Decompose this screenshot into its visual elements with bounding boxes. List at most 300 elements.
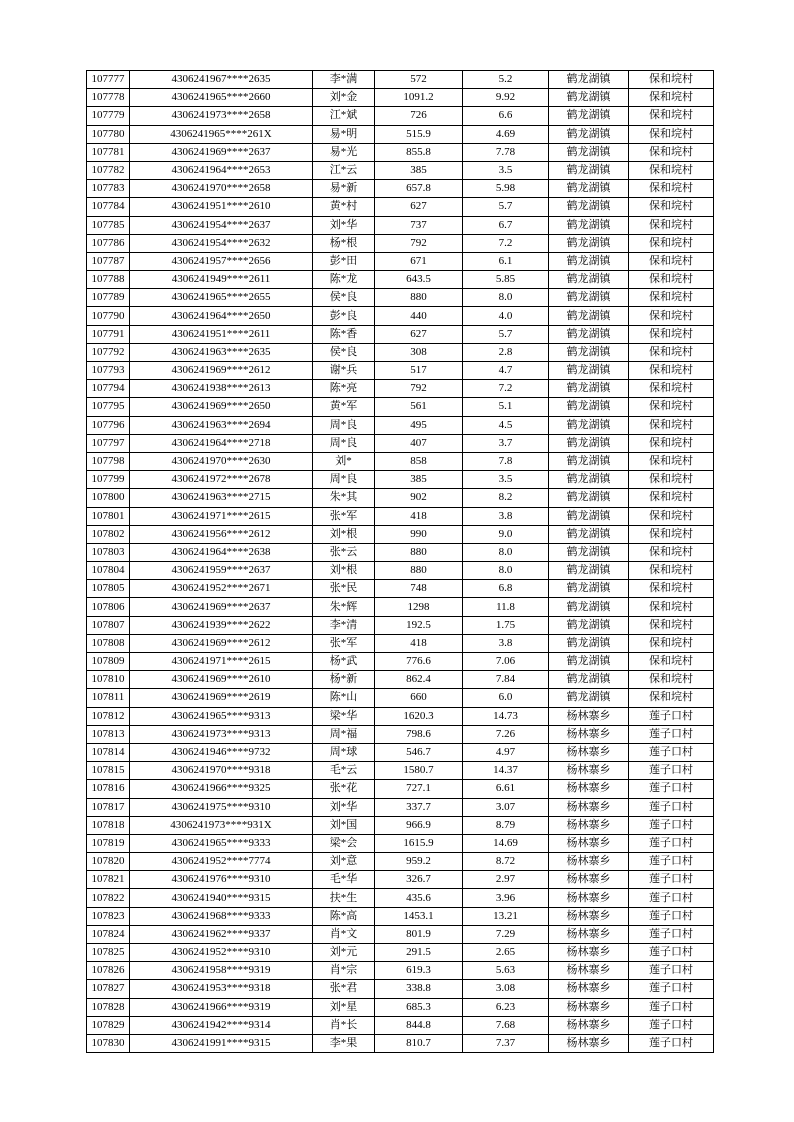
table-row [87,216,714,234]
cell-amount: 619.3 [375,962,463,980]
cell-quantity: 7.2 [463,234,549,252]
cell-village: 莲子口村 [629,871,714,889]
cell-amount: 966.9 [375,816,463,834]
cell-id-card: 4306241976****9310 [130,871,313,889]
cell-town: 杨林寨乡 [549,889,629,907]
cell-name: 张*军 [313,634,375,652]
table-row [87,489,714,507]
cell-index: 107791 [87,325,130,343]
cell-village: 保和垸村 [629,143,714,161]
table-row [87,853,714,871]
cell-village: 莲子口村 [629,925,714,943]
table-row [87,234,714,252]
cell-name: 周*福 [313,725,375,743]
cell-name: 杨*根 [313,234,375,252]
cell-index: 107818 [87,816,130,834]
cell-amount: 657.8 [375,180,463,198]
cell-index: 107803 [87,543,130,561]
cell-index: 107817 [87,798,130,816]
table-row [87,271,714,289]
cell-amount: 643.5 [375,271,463,289]
cell-id-card: 4306241952****7774 [130,853,313,871]
cell-index: 107784 [87,198,130,216]
cell-index: 107795 [87,398,130,416]
cell-id-card: 4306241958****9319 [130,962,313,980]
cell-name: 张*军 [313,507,375,525]
cell-village: 保和垸村 [629,507,714,525]
cell-name: 彭*田 [313,252,375,270]
cell-village: 莲子口村 [629,907,714,925]
cell-village: 莲子口村 [629,743,714,761]
table-row [87,743,714,761]
cell-quantity: 7.29 [463,925,549,943]
cell-id-card: 4306241972****2678 [130,471,313,489]
cell-quantity: 4.97 [463,743,549,761]
cell-town: 杨林寨乡 [549,907,629,925]
cell-id-card: 4306241963****2715 [130,489,313,507]
cell-village: 保和垸村 [629,161,714,179]
cell-town: 杨林寨乡 [549,834,629,852]
cell-index: 107829 [87,1016,130,1034]
cell-id-card: 4306241953****9318 [130,980,313,998]
cell-name: 朱*其 [313,489,375,507]
cell-amount: 792 [375,380,463,398]
table-row [87,452,714,470]
cell-name: 刘*国 [313,816,375,834]
cell-town: 鹤龙湖镇 [549,343,629,361]
cell-id-card: 4306241964****2650 [130,307,313,325]
cell-quantity: 7.26 [463,725,549,743]
cell-amount: 385 [375,471,463,489]
cell-amount: 880 [375,543,463,561]
cell-town: 鹤龙湖镇 [549,198,629,216]
cell-index: 107825 [87,944,130,962]
cell-id-card: 4306241969****2637 [130,143,313,161]
cell-amount: 627 [375,325,463,343]
cell-name: 张*花 [313,780,375,798]
cell-quantity: 14.37 [463,762,549,780]
cell-town: 鹤龙湖镇 [549,471,629,489]
cell-quantity: 3.07 [463,798,549,816]
cell-town: 鹤龙湖镇 [549,434,629,452]
table-row [87,125,714,143]
cell-town: 杨林寨乡 [549,1016,629,1034]
cell-village: 保和垸村 [629,234,714,252]
cell-amount: 1298 [375,598,463,616]
cell-village: 保和垸村 [629,634,714,652]
table-row [87,471,714,489]
records-table [86,70,714,1053]
cell-quantity: 4.7 [463,362,549,380]
table-row [87,616,714,634]
cell-town: 鹤龙湖镇 [549,525,629,543]
cell-quantity: 7.78 [463,143,549,161]
cell-town: 鹤龙湖镇 [549,125,629,143]
table-row [87,762,714,780]
cell-index: 107780 [87,125,130,143]
cell-index: 107804 [87,562,130,580]
cell-name: 陈*亮 [313,380,375,398]
cell-village: 保和垸村 [629,271,714,289]
cell-name: 肖*长 [313,1016,375,1034]
cell-index: 107801 [87,507,130,525]
cell-index: 107805 [87,580,130,598]
cell-village: 保和垸村 [629,216,714,234]
cell-amount: 671 [375,252,463,270]
cell-name: 易*新 [313,180,375,198]
table-row [87,525,714,543]
table-row [87,434,714,452]
cell-quantity: 7.06 [463,653,549,671]
table-row [87,816,714,834]
table-row [87,998,714,1016]
table-row [87,71,714,89]
cell-town: 鹤龙湖镇 [549,307,629,325]
cell-quantity: 14.73 [463,707,549,725]
cell-id-card: 4306241973****2658 [130,107,313,125]
cell-amount: 776.6 [375,653,463,671]
table-row [87,689,714,707]
cell-id-card: 4306241973****931X [130,816,313,834]
cell-quantity: 8.72 [463,853,549,871]
cell-id-card: 4306241971****2615 [130,653,313,671]
cell-name: 张*君 [313,980,375,998]
cell-village: 保和垸村 [629,71,714,89]
cell-village: 莲子口村 [629,944,714,962]
cell-name: 彭*良 [313,307,375,325]
cell-quantity: 6.23 [463,998,549,1016]
table-row [87,143,714,161]
cell-quantity: 1.75 [463,616,549,634]
cell-amount: 727.1 [375,780,463,798]
cell-id-card: 4306241969****2650 [130,398,313,416]
table-row [87,907,714,925]
cell-town: 鹤龙湖镇 [549,634,629,652]
table-row [87,707,714,725]
cell-quantity: 6.1 [463,252,549,270]
cell-index: 107827 [87,980,130,998]
cell-amount: 726 [375,107,463,125]
cell-quantity: 7.84 [463,671,549,689]
cell-name: 陈*高 [313,907,375,925]
cell-id-card: 4306241966****9319 [130,998,313,1016]
cell-town: 鹤龙湖镇 [549,580,629,598]
cell-index: 107799 [87,471,130,489]
cell-name: 李*清 [313,616,375,634]
cell-town: 鹤龙湖镇 [549,362,629,380]
cell-village: 莲子口村 [629,780,714,798]
cell-id-card: 4306241952****9310 [130,944,313,962]
cell-town: 鹤龙湖镇 [549,89,629,107]
cell-name: 刘*根 [313,562,375,580]
cell-index: 107811 [87,689,130,707]
cell-index: 107819 [87,834,130,852]
cell-name: 易*明 [313,125,375,143]
table-row [87,398,714,416]
cell-town: 杨林寨乡 [549,780,629,798]
cell-village: 保和垸村 [629,398,714,416]
cell-id-card: 4306241942****9314 [130,1016,313,1034]
cell-town: 杨林寨乡 [549,925,629,943]
cell-town: 鹤龙湖镇 [549,562,629,580]
table-row [87,798,714,816]
cell-town: 鹤龙湖镇 [549,180,629,198]
cell-amount: 561 [375,398,463,416]
cell-id-card: 4306241965****2655 [130,289,313,307]
cell-index: 107777 [87,71,130,89]
table-row [87,962,714,980]
table-row [87,507,714,525]
cell-index: 107790 [87,307,130,325]
cell-town: 鹤龙湖镇 [549,143,629,161]
cell-town: 鹤龙湖镇 [549,380,629,398]
table-row [87,598,714,616]
cell-village: 保和垸村 [629,598,714,616]
cell-town: 鹤龙湖镇 [549,71,629,89]
cell-village: 莲子口村 [629,853,714,871]
cell-index: 107794 [87,380,130,398]
cell-quantity: 7.2 [463,380,549,398]
cell-index: 107802 [87,525,130,543]
cell-amount: 737 [375,216,463,234]
cell-index: 107822 [87,889,130,907]
cell-quantity: 2.8 [463,343,549,361]
cell-quantity: 5.63 [463,962,549,980]
cell-quantity: 7.8 [463,452,549,470]
cell-village: 保和垸村 [629,580,714,598]
cell-town: 鹤龙湖镇 [549,234,629,252]
cell-name: 毛*云 [313,762,375,780]
cell-index: 107778 [87,89,130,107]
cell-quantity: 4.0 [463,307,549,325]
cell-amount: 844.8 [375,1016,463,1034]
table-row [87,416,714,434]
cell-name: 李*满 [313,71,375,89]
table-row [87,834,714,852]
cell-id-card: 4306241957****2656 [130,252,313,270]
cell-quantity: 3.8 [463,507,549,525]
cell-amount: 748 [375,580,463,598]
cell-id-card: 4306241969****2610 [130,671,313,689]
cell-amount: 546.7 [375,743,463,761]
cell-name: 梁*会 [313,834,375,852]
cell-quantity: 2.65 [463,944,549,962]
cell-town: 杨林寨乡 [549,1034,629,1052]
cell-quantity: 3.96 [463,889,549,907]
cell-name: 李*果 [313,1034,375,1052]
cell-town: 鹤龙湖镇 [549,543,629,561]
cell-id-card: 4306241963****2635 [130,343,313,361]
cell-name: 扶*生 [313,889,375,907]
cell-name: 梁*华 [313,707,375,725]
cell-id-card: 4306241963****2694 [130,416,313,434]
cell-index: 107821 [87,871,130,889]
cell-id-card: 4306241970****2630 [130,452,313,470]
cell-amount: 810.7 [375,1034,463,1052]
cell-amount: 308 [375,343,463,361]
cell-id-card: 4306241956****2612 [130,525,313,543]
cell-town: 鹤龙湖镇 [549,325,629,343]
cell-quantity: 3.7 [463,434,549,452]
cell-index: 107809 [87,653,130,671]
cell-quantity: 4.69 [463,125,549,143]
cell-village: 莲子口村 [629,725,714,743]
cell-village: 保和垸村 [629,653,714,671]
table-row [87,562,714,580]
cell-town: 鹤龙湖镇 [549,616,629,634]
cell-quantity: 5.85 [463,271,549,289]
cell-quantity: 8.0 [463,289,549,307]
cell-town: 鹤龙湖镇 [549,671,629,689]
cell-village: 保和垸村 [629,471,714,489]
cell-name: 侯*良 [313,289,375,307]
cell-amount: 801.9 [375,925,463,943]
table-row [87,580,714,598]
cell-amount: 858 [375,452,463,470]
cell-amount: 902 [375,489,463,507]
cell-town: 杨林寨乡 [549,998,629,1016]
cell-index: 107806 [87,598,130,616]
cell-quantity: 3.8 [463,634,549,652]
cell-index: 107826 [87,962,130,980]
cell-village: 莲子口村 [629,798,714,816]
cell-name: 陈*龙 [313,271,375,289]
cell-amount: 1620.3 [375,707,463,725]
cell-quantity: 4.5 [463,416,549,434]
cell-town: 鹤龙湖镇 [549,489,629,507]
cell-town: 鹤龙湖镇 [549,416,629,434]
cell-quantity: 9.92 [463,89,549,107]
cell-index: 107785 [87,216,130,234]
cell-id-card: 4306241967****2635 [130,71,313,89]
cell-quantity: 6.0 [463,689,549,707]
table-row [87,871,714,889]
cell-village: 保和垸村 [629,89,714,107]
cell-village: 莲子口村 [629,980,714,998]
cell-index: 107797 [87,434,130,452]
cell-index: 107781 [87,143,130,161]
cell-index: 107807 [87,616,130,634]
cell-village: 保和垸村 [629,380,714,398]
cell-name: 周*良 [313,416,375,434]
cell-name: 刘*元 [313,944,375,962]
table-row [87,198,714,216]
cell-amount: 495 [375,416,463,434]
table-row [87,161,714,179]
cell-name: 肖*宗 [313,962,375,980]
table-row [87,653,714,671]
cell-id-card: 4306241975****9310 [130,798,313,816]
cell-name: 易*光 [313,143,375,161]
cell-name: 刘* [313,452,375,470]
cell-amount: 435.6 [375,889,463,907]
cell-village: 保和垸村 [629,125,714,143]
cell-index: 107808 [87,634,130,652]
cell-quantity: 13.21 [463,907,549,925]
cell-town: 鹤龙湖镇 [549,598,629,616]
cell-amount: 862.4 [375,671,463,689]
cell-village: 莲子口村 [629,1016,714,1034]
cell-village: 保和垸村 [629,180,714,198]
cell-quantity: 7.37 [463,1034,549,1052]
cell-village: 保和垸村 [629,416,714,434]
cell-id-card: 4306241969****2637 [130,598,313,616]
table-row [87,362,714,380]
cell-index: 107782 [87,161,130,179]
cell-name: 刘*星 [313,998,375,1016]
cell-village: 保和垸村 [629,289,714,307]
cell-index: 107824 [87,925,130,943]
cell-village: 莲子口村 [629,707,714,725]
table-row [87,725,714,743]
cell-id-card: 4306241959****2637 [130,562,313,580]
cell-name: 张*民 [313,580,375,598]
cell-id-card: 4306241940****9315 [130,889,313,907]
cell-amount: 660 [375,689,463,707]
cell-quantity: 8.0 [463,543,549,561]
cell-amount: 855.8 [375,143,463,161]
cell-town: 杨林寨乡 [549,944,629,962]
cell-village: 莲子口村 [629,762,714,780]
cell-quantity: 6.8 [463,580,549,598]
cell-amount: 990 [375,525,463,543]
cell-village: 保和垸村 [629,689,714,707]
cell-name: 陈*山 [313,689,375,707]
cell-village: 保和垸村 [629,307,714,325]
cell-town: 杨林寨乡 [549,707,629,725]
cell-amount: 880 [375,289,463,307]
cell-village: 莲子口村 [629,816,714,834]
cell-name: 周*良 [313,471,375,489]
cell-id-card: 4306241991****9315 [130,1034,313,1052]
cell-amount: 1615.9 [375,834,463,852]
cell-town: 杨林寨乡 [549,853,629,871]
cell-name: 刘*意 [313,853,375,871]
cell-index: 107823 [87,907,130,925]
cell-id-card: 4306241965****261X [130,125,313,143]
cell-index: 107796 [87,416,130,434]
cell-name: 刘*根 [313,525,375,543]
cell-quantity: 7.68 [463,1016,549,1034]
cell-town: 杨林寨乡 [549,798,629,816]
cell-name: 江*云 [313,161,375,179]
cell-id-card: 4306241970****9318 [130,762,313,780]
cell-id-card: 4306241965****2660 [130,89,313,107]
cell-village: 保和垸村 [629,325,714,343]
table-row [87,634,714,652]
cell-quantity: 6.6 [463,107,549,125]
cell-name: 黄*军 [313,398,375,416]
cell-id-card: 4306241951****2610 [130,198,313,216]
cell-amount: 1453.1 [375,907,463,925]
cell-quantity: 3.5 [463,161,549,179]
cell-index: 107793 [87,362,130,380]
cell-name: 江*斌 [313,107,375,125]
cell-village: 保和垸村 [629,452,714,470]
cell-village: 保和垸村 [629,562,714,580]
cell-name: 周*球 [313,743,375,761]
cell-town: 杨林寨乡 [549,725,629,743]
cell-name: 刘*华 [313,216,375,234]
cell-village: 保和垸村 [629,434,714,452]
table-row [87,944,714,962]
cell-index: 107798 [87,452,130,470]
table-row [87,180,714,198]
cell-town: 鹤龙湖镇 [549,507,629,525]
cell-village: 莲子口村 [629,998,714,1016]
cell-amount: 418 [375,507,463,525]
cell-town: 鹤龙湖镇 [549,689,629,707]
